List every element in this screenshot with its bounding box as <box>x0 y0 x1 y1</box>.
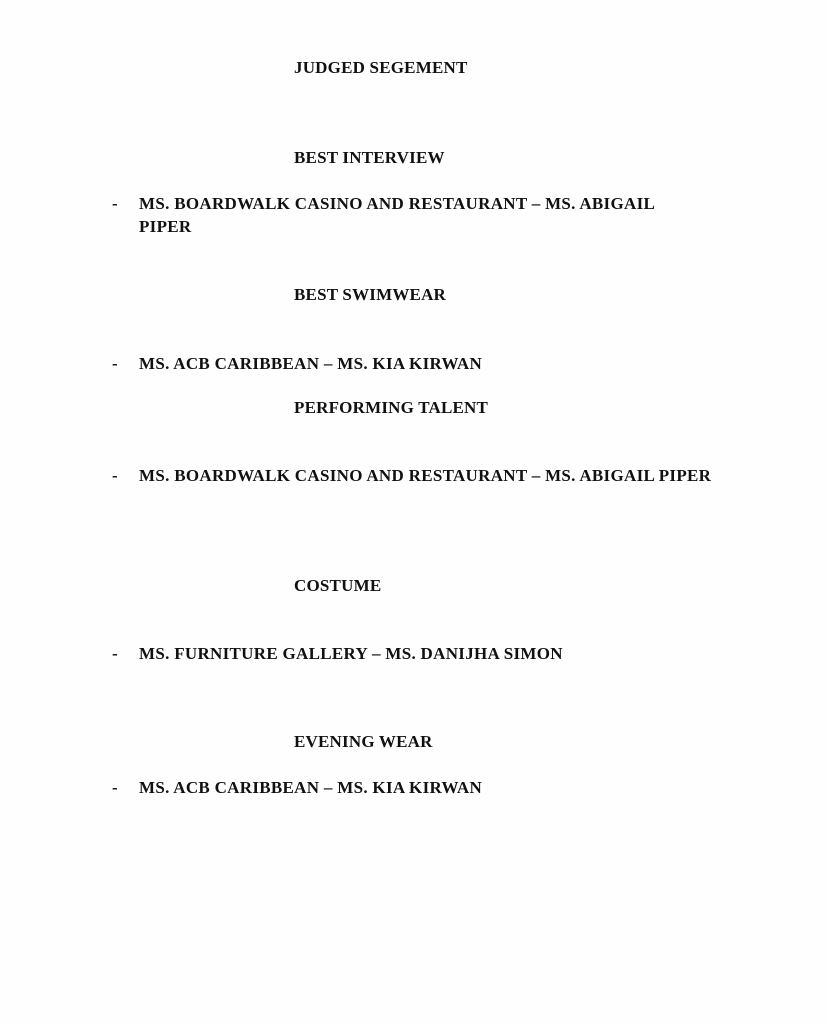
section-heading-evening-wear: EVENING WEAR <box>294 732 433 751</box>
list-item <box>112 192 732 240</box>
bullet-dash: - <box>112 778 118 797</box>
section-heading-best-swimwear: BEST SWIMWEAR <box>294 285 447 304</box>
document-title: JUDGED SEGEMENT <box>294 58 468 77</box>
section-heading-costume: COSTUME <box>294 576 382 595</box>
winner-text: MS. ACB CARIBBEAN – MS. KIA KIRWAN <box>139 354 483 373</box>
list-item <box>112 776 732 800</box>
section-heading-best-interview: BEST INTERVIEW <box>294 148 445 167</box>
winner-text: MS. BOARDWALK CASINO AND RESTAURANT – MS. ABIGAIL PIPER <box>139 194 655 236</box>
bullet-dash: - <box>112 194 118 213</box>
winner-text: MS. ACB CARIBBEAN – MS. KIA KIRWAN <box>139 778 483 797</box>
section-heading-performing-talent: PERFORMING TALENT <box>294 398 489 417</box>
winner-text: MS. FURNITURE GALLERY – MS. DANIJHA SIMON <box>139 644 563 663</box>
list-item <box>112 352 732 376</box>
list-item <box>112 642 732 666</box>
bullet-dash: - <box>112 354 118 373</box>
list-item <box>112 464 742 512</box>
bullet-dash: - <box>112 644 118 663</box>
winner-text: MS. BOARDWALK CASINO AND RESTAURANT – MS. ABIGAIL PIPER <box>139 466 712 485</box>
bullet-dash: - <box>112 466 118 485</box>
